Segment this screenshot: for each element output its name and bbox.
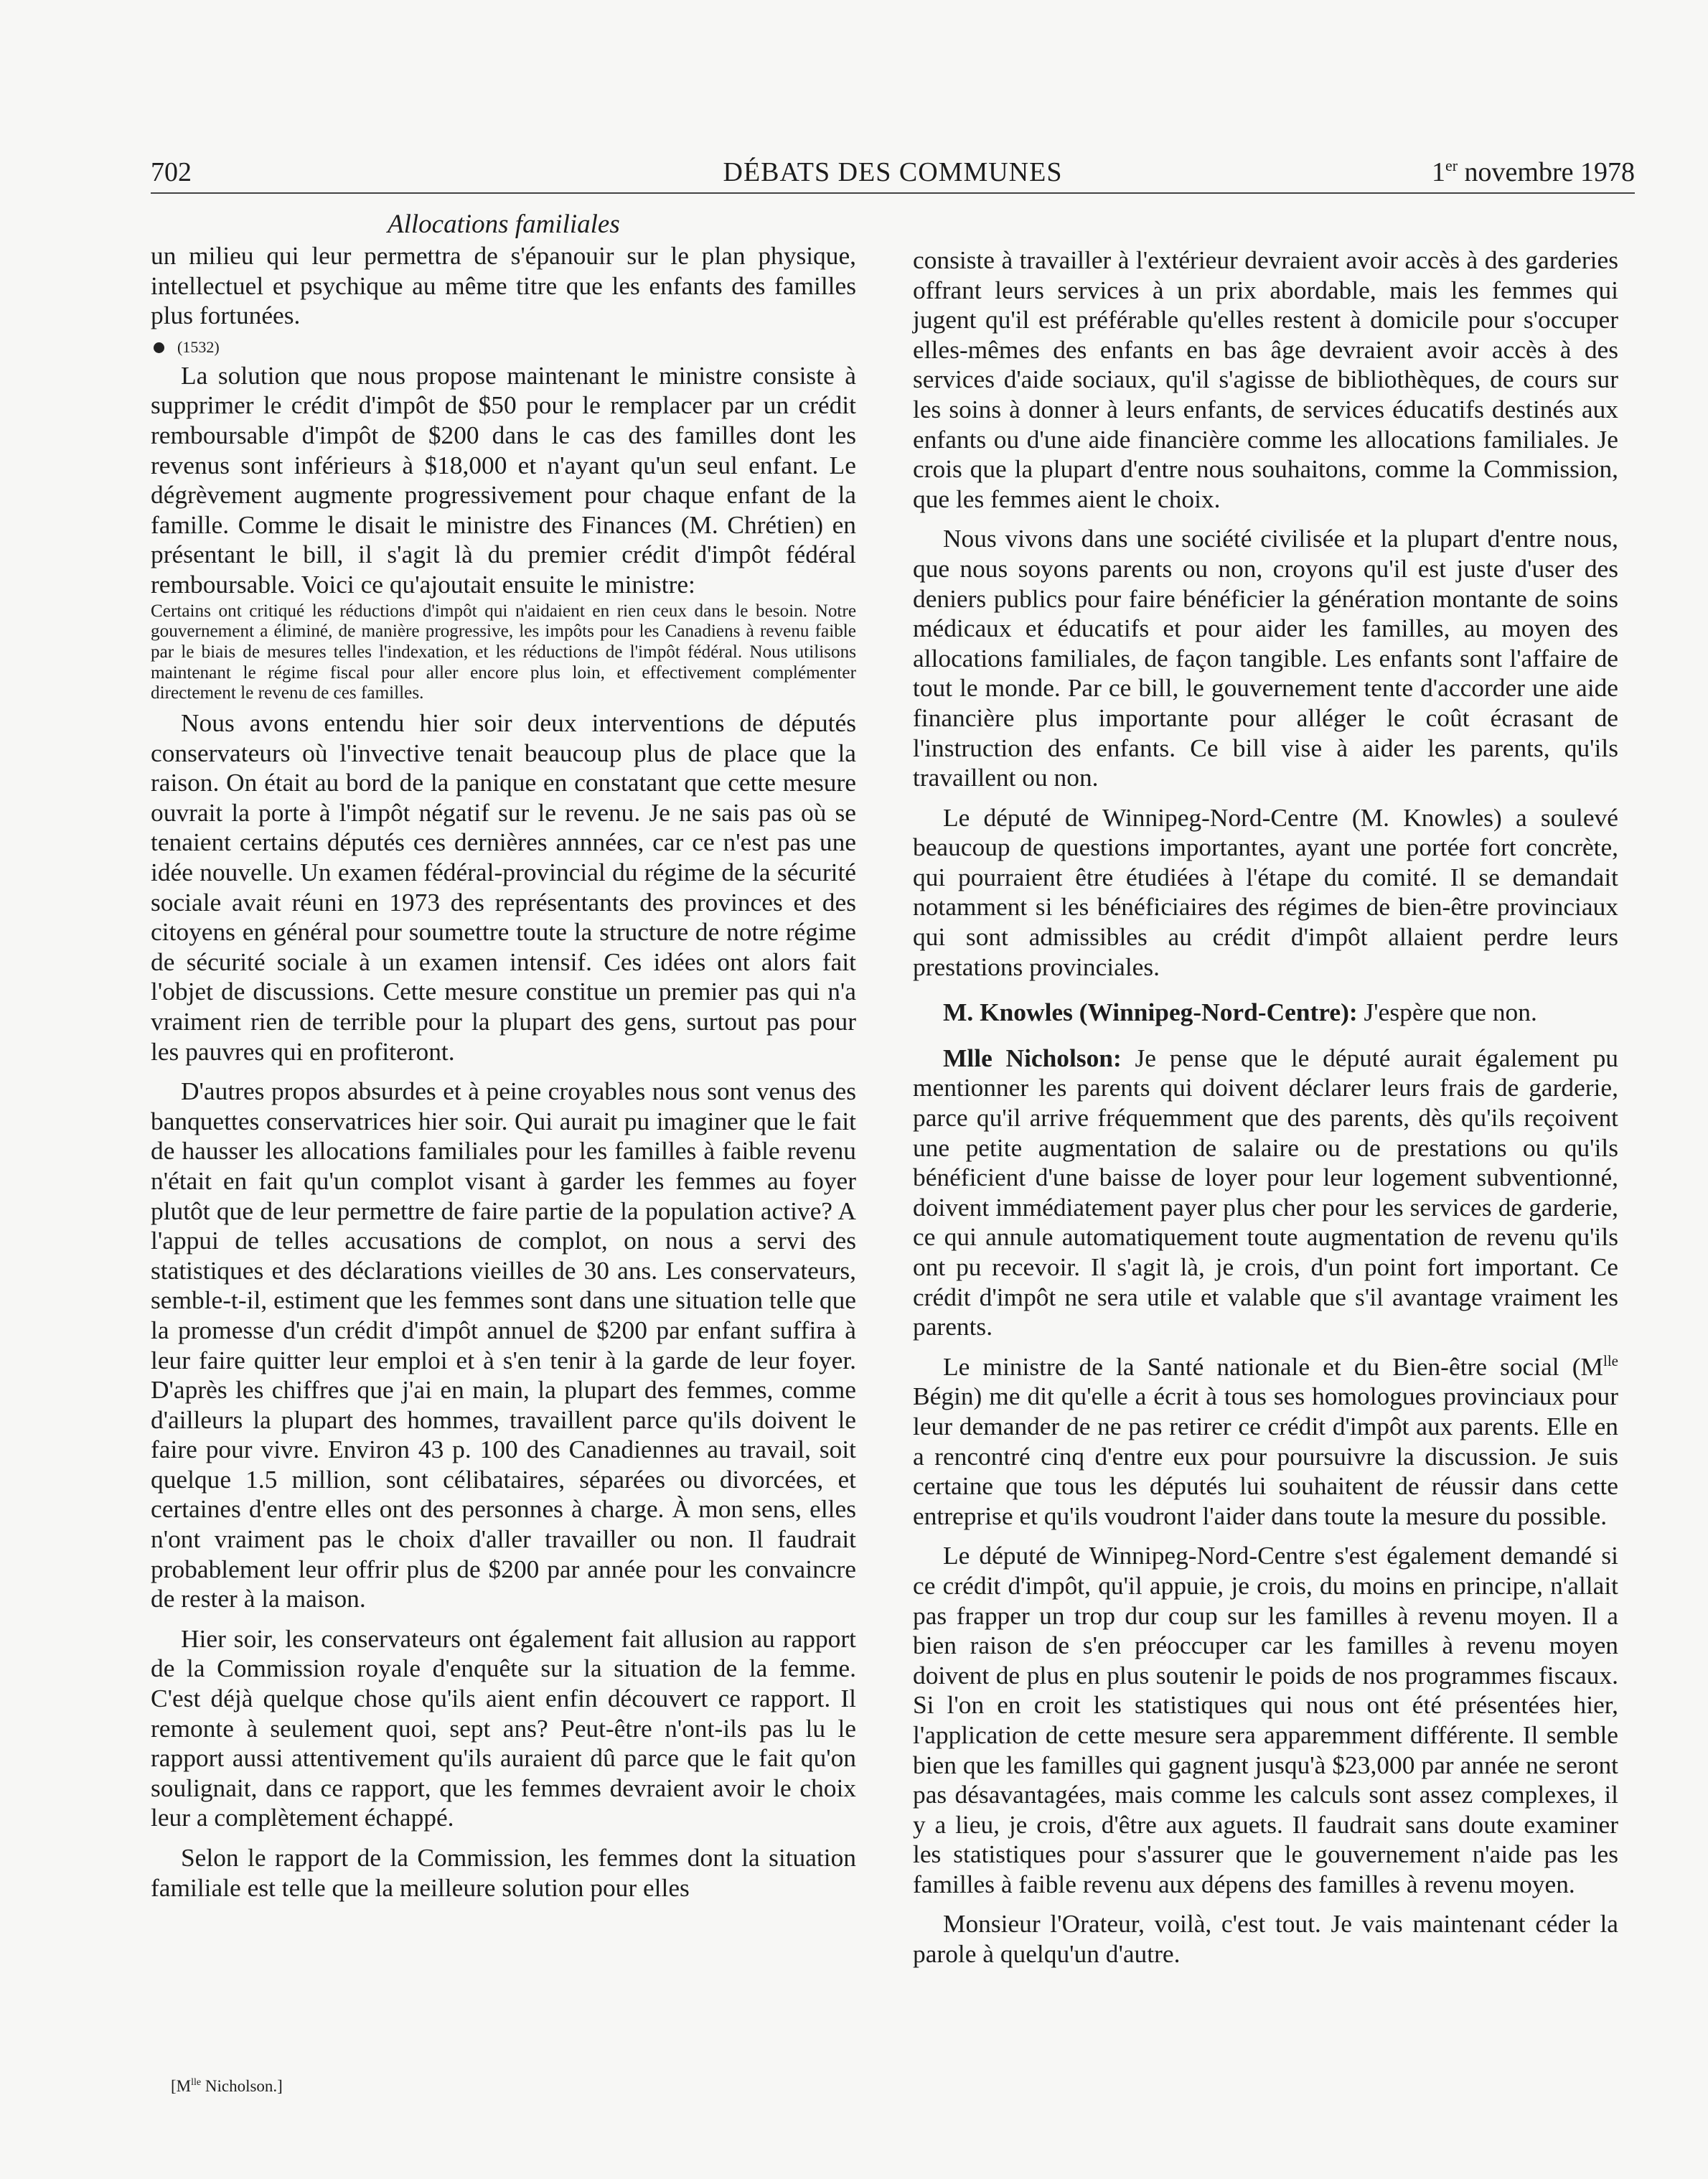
paragraph-text: Bégin) me dit qu'elle a écrit à tous ses homologues provinciaux pour leur demander de ne pas retirer ce crédit d'impôt aux parents. Elle en a rencontré cinq d'entre eux pour poursuivre la discussion. Je suis certaine que tous les députés lui souhaitent de réussir dans cette entreprise et qu'ils voudront l'aider dans toute la mesure du possible. [913,1382,1618,1530]
footer-superscript: lle [191,2077,202,2088]
time-marker [151,334,856,361]
paragraph: un milieu qui leur permettra de s'épanouir sur le plan physique, intellectuel et psychique au même titre que les enfants des familles plus fortunées. [151,241,856,330]
paragraph: Le député de Winnipeg-Nord-Centre (M. Knowles) a soulevé beaucoup de questions importantes, ayant une portée fort concrète, qui pourraient être étudiées à l'étape du comité. Il se demandait notamment si les bénéficiaires des régimes de bien-être provinciaux qui sont admissibles au crédit d'impôt allaient perdre leurs prestations provinciales. [913,802,1618,981]
paragraph: Nous avons entendu hier soir deux interventions de députés conservateurs où l'invective tenait beaucoup plus de place que la raison. On était au bord de la panique en constatant que cette mesure ouvrait la porte à l'impôt négatif sur le revenu. Je ne sais pas où se tenaient certains députés ces dernières annnées, car ce n'est pas une idée nouvelle. Un examen fédéral-provincial du régime de la sécurité sociale avait réuni en 1973 des représentants des provinces et des citoyens en général pour soumettre toute la structure de notre régime de sécurité sociale à un examen intensif. Ces idées ont alors fait l'objet de discussions. Cette mesure constitue un premier pas qui n'a vraiment rien de terrible pour la plupart des gens, surtout pas pour les pauvres qui en profiteront. [151,708,856,1066]
paragraph: consiste à travailler à l'extérieur devraient avoir accès à des garderies offrant leurs services à un prix abordable, mais les femmes qui jugent qu'il est préférable qu'elles restent à domicile pour s'occuper elles-mêmes des enfants en bas âge devraient avoir accès à des services d'aide sociaux, qu'il s'agisse de bibliothèques, de cours sur les soins à donner à leurs enfants, de services éducatifs destinés aux enfants ou d'une aide financière comme les allocations familiales. Je crois que la plupart d'entre nous souhaitons, comme la Commission, que les femmes aient le choix. [913,245,1618,513]
paragraph: Nous vivons dans une société civilisée et la plupart d'entre nous, que nous soyons parents ou non, croyons qu'il est juste d'user des deniers publics pour faire bénéficier la génération montante de soins médicaux et éducatifs et pour aider les familles, au moyen des allocations familiales, de façon tangible. Les enfants sont l'affaire de tout le monde. Par ce bill, le gouvernement tente d'accorder une aide financière plus importante pour alléger le coût écrasant de l'instruction des enfants. Ce bill vise à aider les parents, qu'ils travaillent ou non. [913,524,1618,792]
speaker-name: M. Knowles (Winnipeg-Nord-Centre): [943,998,1358,1027]
page-number: 702 [151,157,192,187]
paragraph: Monsieur l'Orateur, voilà, c'est tout. Je vais maintenant céder la parole à quelqu'un d'autre. [913,1909,1618,1969]
speech-knowles [913,998,1618,1028]
paragraph: Le député de Winnipeg-Nord-Centre s'est également demandé si ce crédit d'impôt, qu'il appuie, je crois, du moins en principe, n'allait pas frapper un trop dur coup sur les familles à revenu moyen. Il a bien raison de s'en préoccuper car les familles à revenu moyen doivent de plus en plus soutenir le poids de nos programmes fiscaux. Si l'on en croit les statistiques qui nous ont été présentées hier, l'application de cette mesure sera apparemment différente. Il semble bien que les familles qui gagnent jusqu'à $23,000 par année ne seront pas désavantagées, mais comme les calculs sont assez complexes, il y a lieu, je crois, d'être aux aguets. Il faudrait sans doute examiner les statistiques pour s'assurer que le gouvernement n'aide pas les familles à faible revenu aux dépens des familles à revenu moyen. [913,1541,1618,1898]
time-marker-label: (1532) [177,337,220,356]
speech-text: J'espère que non. [1357,998,1537,1027]
title-superscript: lle [1603,1351,1618,1369]
date-rest: novembre 1978 [1458,157,1635,187]
speech-text: Je pense que le député aurait également pu mentionner les parents qui doivent déclarer leurs frais de garderie, parce qu'il arrive fréquemment que des parents, dès qu'ils reçoivent une petite augmentation de salaire ou de prestations ou qu'ils bénéficient d'une baisse de loyer pour leur logement subventionné, doivent immédiatement payer plus cher pour les services de garderie, ce qui annule automatiquement toute augmentation de revenu qu'ils ont pu recevoir. Il s'agit là, je crois, d'un point fort important. Ce crédit d'impôt ne sera utile et valable que s'il avantage vraiment les parents. [913,1043,1619,1341]
page-header [151,152,1635,194]
block-quote: Certains ont critiqué les réductions d'impôt qui n'aidaient en rien ceux dans le besoin. Notre gouvernement a éliminé, de manière progressive, les impôts pour les Canadiens à revenu faible par le biais de mesures telles l'indexation, et les réductions de l'impôt fédéral. Nous utilisons maintenant le régime fiscal pour aller encore plus loin, et effectivement complémenter directement le revenu de ces familles. [151,601,856,703]
issue-date [1432,152,1635,192]
paragraph: Selon le rapport de la Commission, les femmes dont la situation familiale est telle que la meilleure solution pour elles [151,1843,856,1902]
bullet-icon [154,342,164,353]
paragraph: Hier soir, les conservateurs ont également fait allusion au rapport de la Commission royale d'enquête sur la situation de la femme. C'est déjà quelque chose qu'ils aient enfin découvert ce rapport. Il remonte à seulement quoi, sept ans? Peut-être n'ont-ils pas lu le rapport aussi attentivement qu'ils auraient dû parce que le fait qu'on soulignait, dans ce rapport, que les femmes devraient avoir le choix leur a complètement échappé. [151,1623,856,1832]
paragraph: D'autres propos absurdes et à peine croyables nous sont venus des banquettes conservatrices hier soir. Qui aurait pu imaginer que le fait de hausser les allocations familiales pour les familles à faible revenu n'était en fait qu'un complot visant à garder les femmes au foyer plutôt que de leur permettre de faire partie de la population active? A l'appui de telles accusations de complot, on nous a servi des statistiques et des déclarations vieilles de 30 ans. Les conservateurs, semble-t-il, estiment que les femmes sont dans une situation telle que la promesse d'un crédit d'impôt annuel de $200 par enfant suffira à leur faire quitter leur emploi et à s'en tenir à la garde de leur foyer. D'après les chiffres que j'ai en main, la plupart des femmes, comme d'ailleurs la plupart des hommes, travaillent parce qu'ils doivent le faire pour vivre. Environ 43 p. 100 des Canadiennes au travail, soit quelque 1.5 million, sont célibataires, séparées ou divorcées, et certaines d'entre elles ont des personnes à charge. À mon sens, elles n'ont vraiment pas le choix d'aller travailler ou non. Il faudrait probablement leur offrir plus de $200 par année pour les convaincre de rester à la maison. [151,1077,856,1613]
date-ordinal: er [1445,156,1458,174]
footer-rest: Nicholson.] [201,2077,283,2095]
speech-nicholson [913,1044,1618,1342]
speaker-name: Mlle Nicholson: [943,1043,1122,1072]
speaker-footer [171,2076,283,2097]
left-column [151,241,856,1903]
paragraph: La solution que nous propose maintenant le ministre consiste à supprimer le crédit d'impôt de $50 pour le remplacer par un crédit remboursable d'impôt de $200 dans le cas des familles dont les revenus sont inférieurs à $18,000 et n'ayant qu'un seul enfant. Le dégrèvement augmente progressivement pour chaque enfant de la famille. Comme le disait le ministre des Finances (M. Chrétien) en présentant le bill, il s'agit là du premier crédit d'impôt fédéral remboursable. Voici ce qu'ajoutait ensuite le ministre: [151,360,856,599]
right-column [913,245,1618,1969]
footer-open: [M [171,2077,192,2095]
paragraph [913,1352,1618,1532]
journal-title: DÉBATS DES COMMUNES [723,157,1063,187]
paragraph-text: Le ministre de la Santé nationale et du Bien-être social (M [943,1351,1603,1381]
running-head: Allocations familiales [388,210,620,239]
date-day: 1 [1431,157,1445,187]
